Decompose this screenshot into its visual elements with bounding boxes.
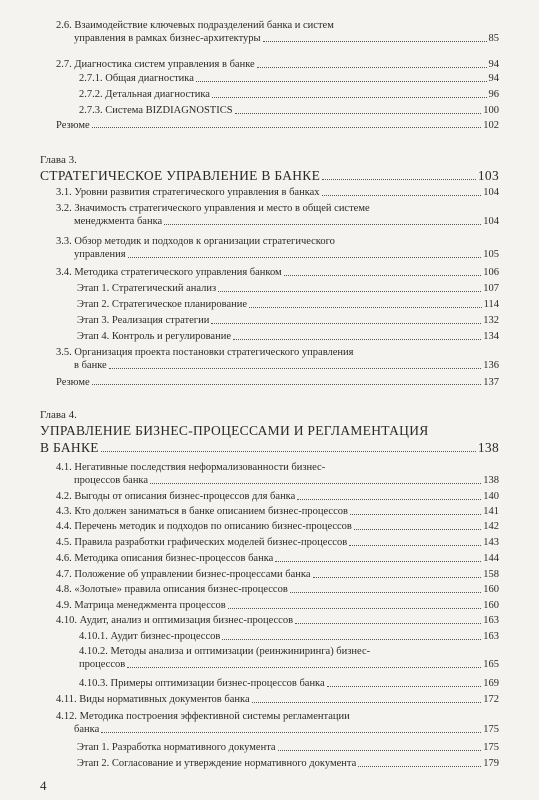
toc-entry-text: 4.10.1. Аудит бизнес-процессов (79, 631, 221, 642)
toc-entry-4-10-3[interactable] (79, 677, 499, 690)
toc-entry-text: 4.12. Методика построения эффективной системы регламентации (56, 711, 350, 722)
page-ref: 104 (483, 216, 499, 227)
toc-entry-text: 2.7.2. Детальная диагностика (79, 89, 210, 100)
dot-leader (109, 368, 482, 369)
toc-entry-text: в банке (74, 360, 107, 371)
chapter-title-4-line1: УПРАВЛЕНИЕ БИЗНЕС-ПРОЦЕССАМИ И РЕГЛАМЕНТАЦИЯ (40, 423, 429, 438)
toc-entry-2-7-3[interactable] (79, 104, 499, 117)
page-ref: 134 (483, 331, 499, 342)
toc-entry-text: 4.9. Матрица менеджмента процессов (56, 600, 226, 611)
toc-entry-4-4[interactable] (56, 520, 499, 533)
page-ref: 106 (483, 267, 499, 278)
toc-entry-4-5[interactable] (56, 536, 499, 549)
dot-leader (92, 384, 482, 385)
toc-entry-text: 3.1. Уровни развития стратегического управления в банках (56, 187, 320, 198)
chapter-title-4[interactable] (40, 440, 499, 456)
page-ref: 160 (483, 600, 499, 611)
page-ref: 172 (483, 694, 499, 705)
toc-entry-text: Этап 2. Согласование и утверждение нормативного документа (77, 758, 357, 769)
dot-leader (350, 514, 481, 515)
dot-leader (295, 623, 481, 624)
toc-entry-4-10-2[interactable] (79, 645, 499, 671)
toc-stage-3-2[interactable] (77, 298, 499, 311)
toc-entry-text: управления в рамках бизнес-архитектуры (74, 33, 261, 44)
chapter-title-3[interactable] (40, 168, 499, 184)
toc-stage-4-1[interactable] (77, 741, 499, 754)
chapter-title-text: В БАНКЕ (40, 440, 99, 455)
toc-entry-3-3[interactable] (56, 235, 499, 261)
page-ref: 104 (483, 187, 499, 198)
dot-leader (257, 67, 487, 68)
toc-entry-text: Резюме (56, 120, 90, 131)
toc-entry-text: Этап 3. Реализация стратегии (77, 315, 210, 326)
page-ref: 169 (483, 678, 499, 689)
toc-entry-text: 4.2. Выгоды от описания бизнес-процессов для банка (56, 491, 296, 502)
page-ref: 94 (488, 59, 499, 70)
toc-entry-text: 3.2. Значимость стратегического управления и место в общей системе (56, 203, 370, 214)
dot-leader (322, 179, 476, 180)
page-ref: 85 (488, 33, 499, 44)
dot-leader (211, 323, 481, 324)
toc-entry-text: Этап 2. Стратегическое планирование (77, 299, 248, 310)
toc-entry-text: 2.6. Взаимодействие ключевых подразделений банка и систем (56, 20, 334, 31)
toc-entry-2-7-1[interactable] (79, 72, 499, 85)
dot-leader (278, 750, 482, 751)
dot-leader (322, 195, 482, 196)
dot-leader (150, 483, 481, 484)
toc-entry-text: 4.10. Аудит, анализ и оптимизация бизнес-процессов (56, 615, 294, 626)
page-ref: 140 (483, 491, 499, 502)
toc-entry-text: 4.11. Виды нормативных документов банка (56, 694, 250, 705)
toc-entry-4-3[interactable] (56, 505, 499, 518)
page-ref: 105 (483, 249, 499, 260)
dot-leader (127, 667, 481, 668)
toc-stage-4-2[interactable] (77, 757, 499, 770)
page-ref: 138 (483, 475, 499, 486)
page-ref: 175 (483, 742, 499, 753)
chapter-label-4: Глава 4. (40, 409, 77, 421)
toc-entry-4-6[interactable] (56, 552, 499, 565)
toc-entry-2-6[interactable] (56, 19, 499, 45)
toc-entry-4-2[interactable] (56, 490, 499, 503)
page-ref: 107 (483, 283, 499, 294)
page-ref: 163 (483, 631, 499, 642)
page-ref: 141 (483, 506, 499, 517)
page-ref: 96 (488, 89, 499, 100)
dot-leader (313, 577, 482, 578)
toc-entry-text: 4.4. Перечень методик и подходов по описанию бизнес-процессов (56, 521, 352, 532)
toc-entry-4-11[interactable] (56, 693, 499, 706)
dot-leader (290, 592, 481, 593)
toc-entry-text: 2.7.1. Общая диагностика (79, 73, 194, 84)
toc-entry-text: процессов банка (74, 475, 149, 486)
toc-entry-text: 3.5. Организация проекта постановки стратегического управления (56, 347, 354, 358)
page-ref: 137 (483, 377, 499, 388)
toc-entry-3-1[interactable] (56, 186, 499, 199)
dot-leader (218, 291, 481, 292)
dot-leader (196, 81, 487, 82)
dot-leader (358, 766, 481, 767)
toc-entry-4-8[interactable] (56, 583, 499, 596)
toc-entry-4-7[interactable] (56, 568, 499, 581)
toc-stage-3-4[interactable] (77, 330, 499, 343)
dot-leader (128, 257, 482, 258)
page-number: 4 (40, 778, 47, 793)
toc-entry-3-4[interactable] (56, 266, 499, 279)
toc-entry-resume-3[interactable] (56, 377, 499, 388)
toc-entry-text: 4.1. Негативные последствия неформализованности бизнес- (56, 462, 326, 473)
dot-leader (164, 224, 481, 225)
page-ref: 158 (483, 569, 499, 580)
page-ref: 179 (483, 758, 499, 769)
toc-entry-text: 4.10.2. Методы анализа и оптимизации (реинжиниринга) бизнес- (79, 646, 371, 657)
page-ref: 102 (483, 120, 499, 131)
toc-entry-text: 4.10.3. Примеры оптимизации бизнес-процессов банка (79, 678, 325, 689)
toc-entry-3-2[interactable] (56, 202, 499, 228)
dot-leader (349, 545, 481, 546)
dot-leader (297, 499, 481, 500)
toc-entry-text: 4.5. Правила разработки графических моделей бизнес-процессов (56, 537, 348, 548)
toc-entry-text: менеджмента банка (74, 216, 163, 227)
toc-entry-text: управления (74, 249, 126, 260)
toc-stage-3-3[interactable] (77, 314, 499, 327)
page-ref: 94 (488, 73, 499, 84)
page-ref: 138 (477, 440, 499, 455)
dot-leader (354, 529, 481, 530)
page-ref: 144 (483, 553, 499, 564)
toc-entry-2-7[interactable] (56, 58, 499, 71)
toc-entry-text: 2.7.3. Система BIZDIAGNOSTICS (79, 105, 233, 116)
toc-entry-resume-2[interactable] (56, 120, 499, 131)
toc-entry-text: 3.4. Методика стратегического управления банком (56, 267, 282, 278)
page-ref: 160 (483, 584, 499, 595)
page-ref: 163 (483, 615, 499, 626)
toc-entry-text: Резюме (56, 377, 90, 388)
chapter-title-text: СТРАТЕГИЧЕСКОЕ УПРАВЛЕНИЕ В БАНКЕ (40, 168, 321, 183)
dot-leader (233, 339, 481, 340)
toc-entry-text: 3.3. Обзор методик и подходов к организации стратегического (56, 236, 335, 247)
dot-leader (252, 702, 482, 703)
page-ref: 103 (477, 168, 499, 183)
toc-entry-4-10-1[interactable] (79, 630, 499, 643)
toc-entry-text: 4.8. «Золотые» правила описания бизнес-процессов (56, 584, 288, 595)
dot-leader (249, 307, 482, 308)
dot-leader (235, 113, 482, 114)
toc-entry-text: Этап 4. Контроль и регулирование (77, 331, 231, 342)
toc-entry-4-1[interactable] (56, 461, 499, 487)
page-ref: 114 (483, 299, 499, 310)
dot-leader (228, 608, 482, 609)
page-ref: 175 (483, 724, 499, 735)
toc-entry-text: Этап 1. Стратегический анализ (77, 283, 217, 294)
dot-leader (92, 127, 482, 128)
dot-leader (284, 275, 482, 276)
toc-entry-text: Этап 1. Разработка нормативного документа (77, 742, 276, 753)
toc-entry-text: банка (74, 724, 100, 735)
toc-entry-text: 2.7. Диагностика систем управления в банке (56, 59, 255, 70)
dot-leader (327, 686, 482, 687)
toc-entry-text: 4.7. Положение об управлении бизнес-процессами банка (56, 569, 311, 580)
dot-leader (275, 561, 481, 562)
page-ref: 142 (483, 521, 499, 532)
toc-entry-4-10[interactable] (56, 614, 499, 627)
toc-entry-4-9[interactable] (56, 599, 499, 612)
toc-entry-2-7-2[interactable] (79, 88, 499, 101)
toc-stage-3-1[interactable] (77, 282, 499, 295)
dot-leader (222, 639, 481, 640)
toc-entry-3-5[interactable] (56, 346, 499, 372)
dot-leader (101, 451, 476, 452)
chapter-label-3: Глава 3. (40, 154, 77, 166)
toc-entry-text: 4.6. Методика описания бизнес-процессов банка (56, 553, 274, 564)
page-ref: 165 (483, 659, 499, 670)
page-ref: 143 (483, 537, 499, 548)
dot-leader (212, 97, 487, 98)
page-ref: 100 (483, 105, 499, 116)
page-ref: 136 (483, 360, 499, 371)
toc-entry-4-12[interactable] (56, 710, 499, 736)
page-ref: 132 (483, 315, 499, 326)
toc-entry-text: процессов (79, 659, 126, 670)
dot-leader (263, 41, 487, 42)
toc-entry-text: 4.3. Кто должен заниматься в банке описанием бизнес-процессов (56, 506, 348, 517)
dot-leader (101, 732, 481, 733)
